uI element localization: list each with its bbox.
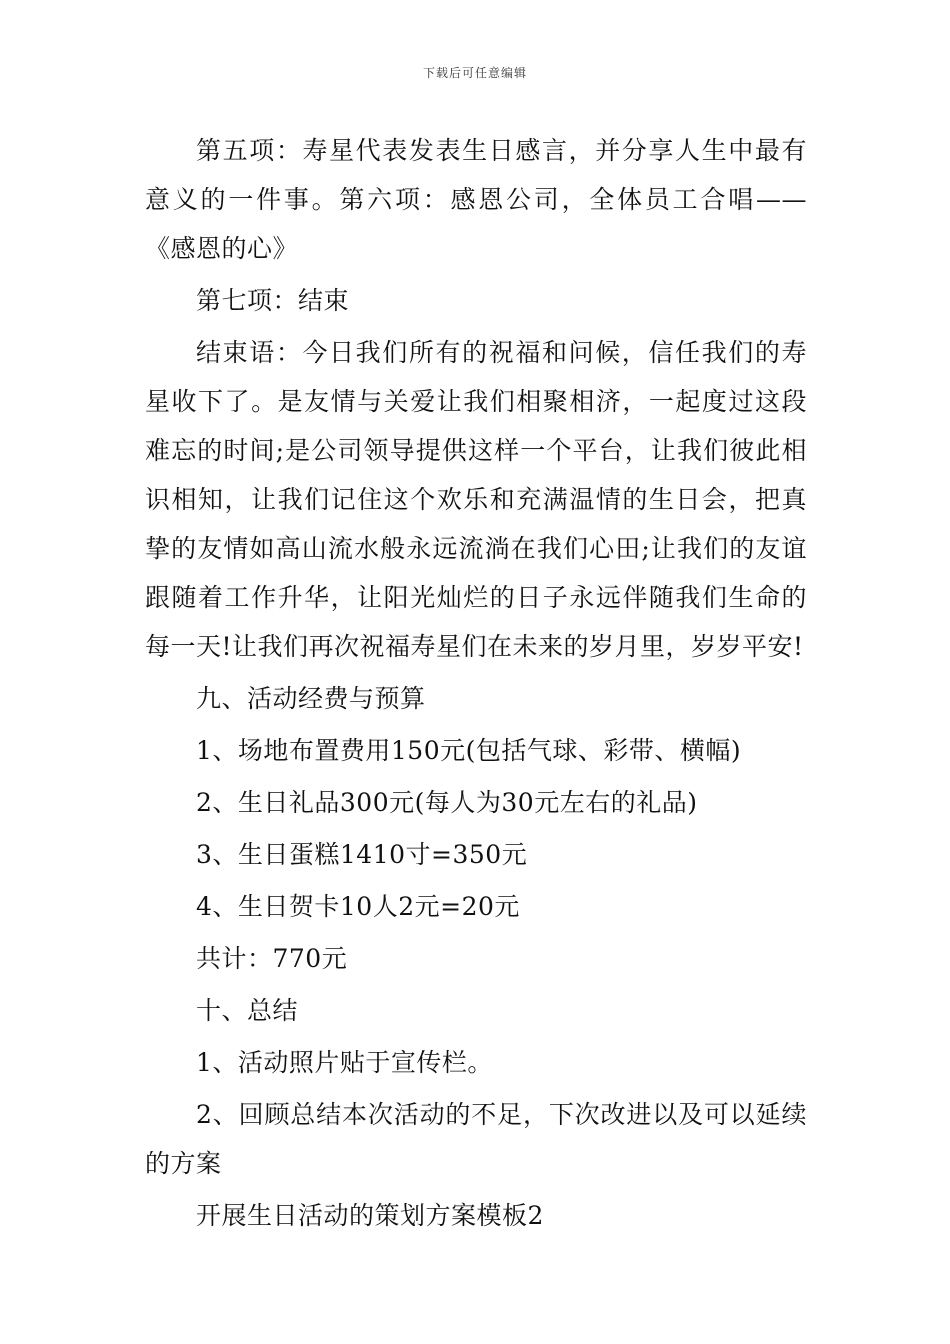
budget-item-gifts: 2、生日礼品300元(每人为30元左右的礼品) (196, 788, 698, 817)
budget-item-venue: 1、场地布置费用150元(包括气球、彩带、横幅) (196, 736, 742, 765)
budget-item-cake: 3、生日蛋糕1410寸=350元 (196, 840, 528, 869)
page-header-note: 下载后可任意编辑 (422, 66, 527, 80)
paragraph-program-seven: 第七项：结束 (196, 286, 350, 315)
paragraph-closing-remarks: 结束语：今日我们所有的祝福和问候，信任我们的寿星收下了。是友情与关爱让我们相聚相济，一起度过这段难忘的时间;是公司领导提供这样一个平台，让我们彼此相识相知，让我们记住这个欢乐和充满温情的生日会，把真挚的友情如高山流水般永远流淌在我们心田;让我们的友谊跟随着工作升华，让阳光灿烂的日子永远伴随我们生命的每一天!让我们再次祝福寿星们在未来的岁月里，岁岁平安! (145, 338, 807, 661)
budget-total: 共计：770元 (196, 944, 348, 973)
section-heading-budget: 九、活动经费与预算 (196, 684, 426, 713)
paragraph-program-five-six: 第五项：寿星代表发表生日感言，并分享人生中最有意义的一件事。第六项：感恩公司，全体员工合唱——《感恩的心》 (145, 136, 807, 263)
template-title: 开展生日活动的策划方案模板2 (196, 1201, 544, 1230)
summary-item-review: 2、回顾总结本次活动的不足，下次改进以及可以延续的方案 (145, 1100, 807, 1178)
document-body (145, 126, 807, 1240)
summary-item-photos: 1、活动照片贴于宣传栏。 (196, 1048, 493, 1077)
budget-item-cards: 4、生日贺卡10人2元=20元 (196, 892, 520, 921)
section-heading-summary: 十、总结 (196, 996, 299, 1025)
